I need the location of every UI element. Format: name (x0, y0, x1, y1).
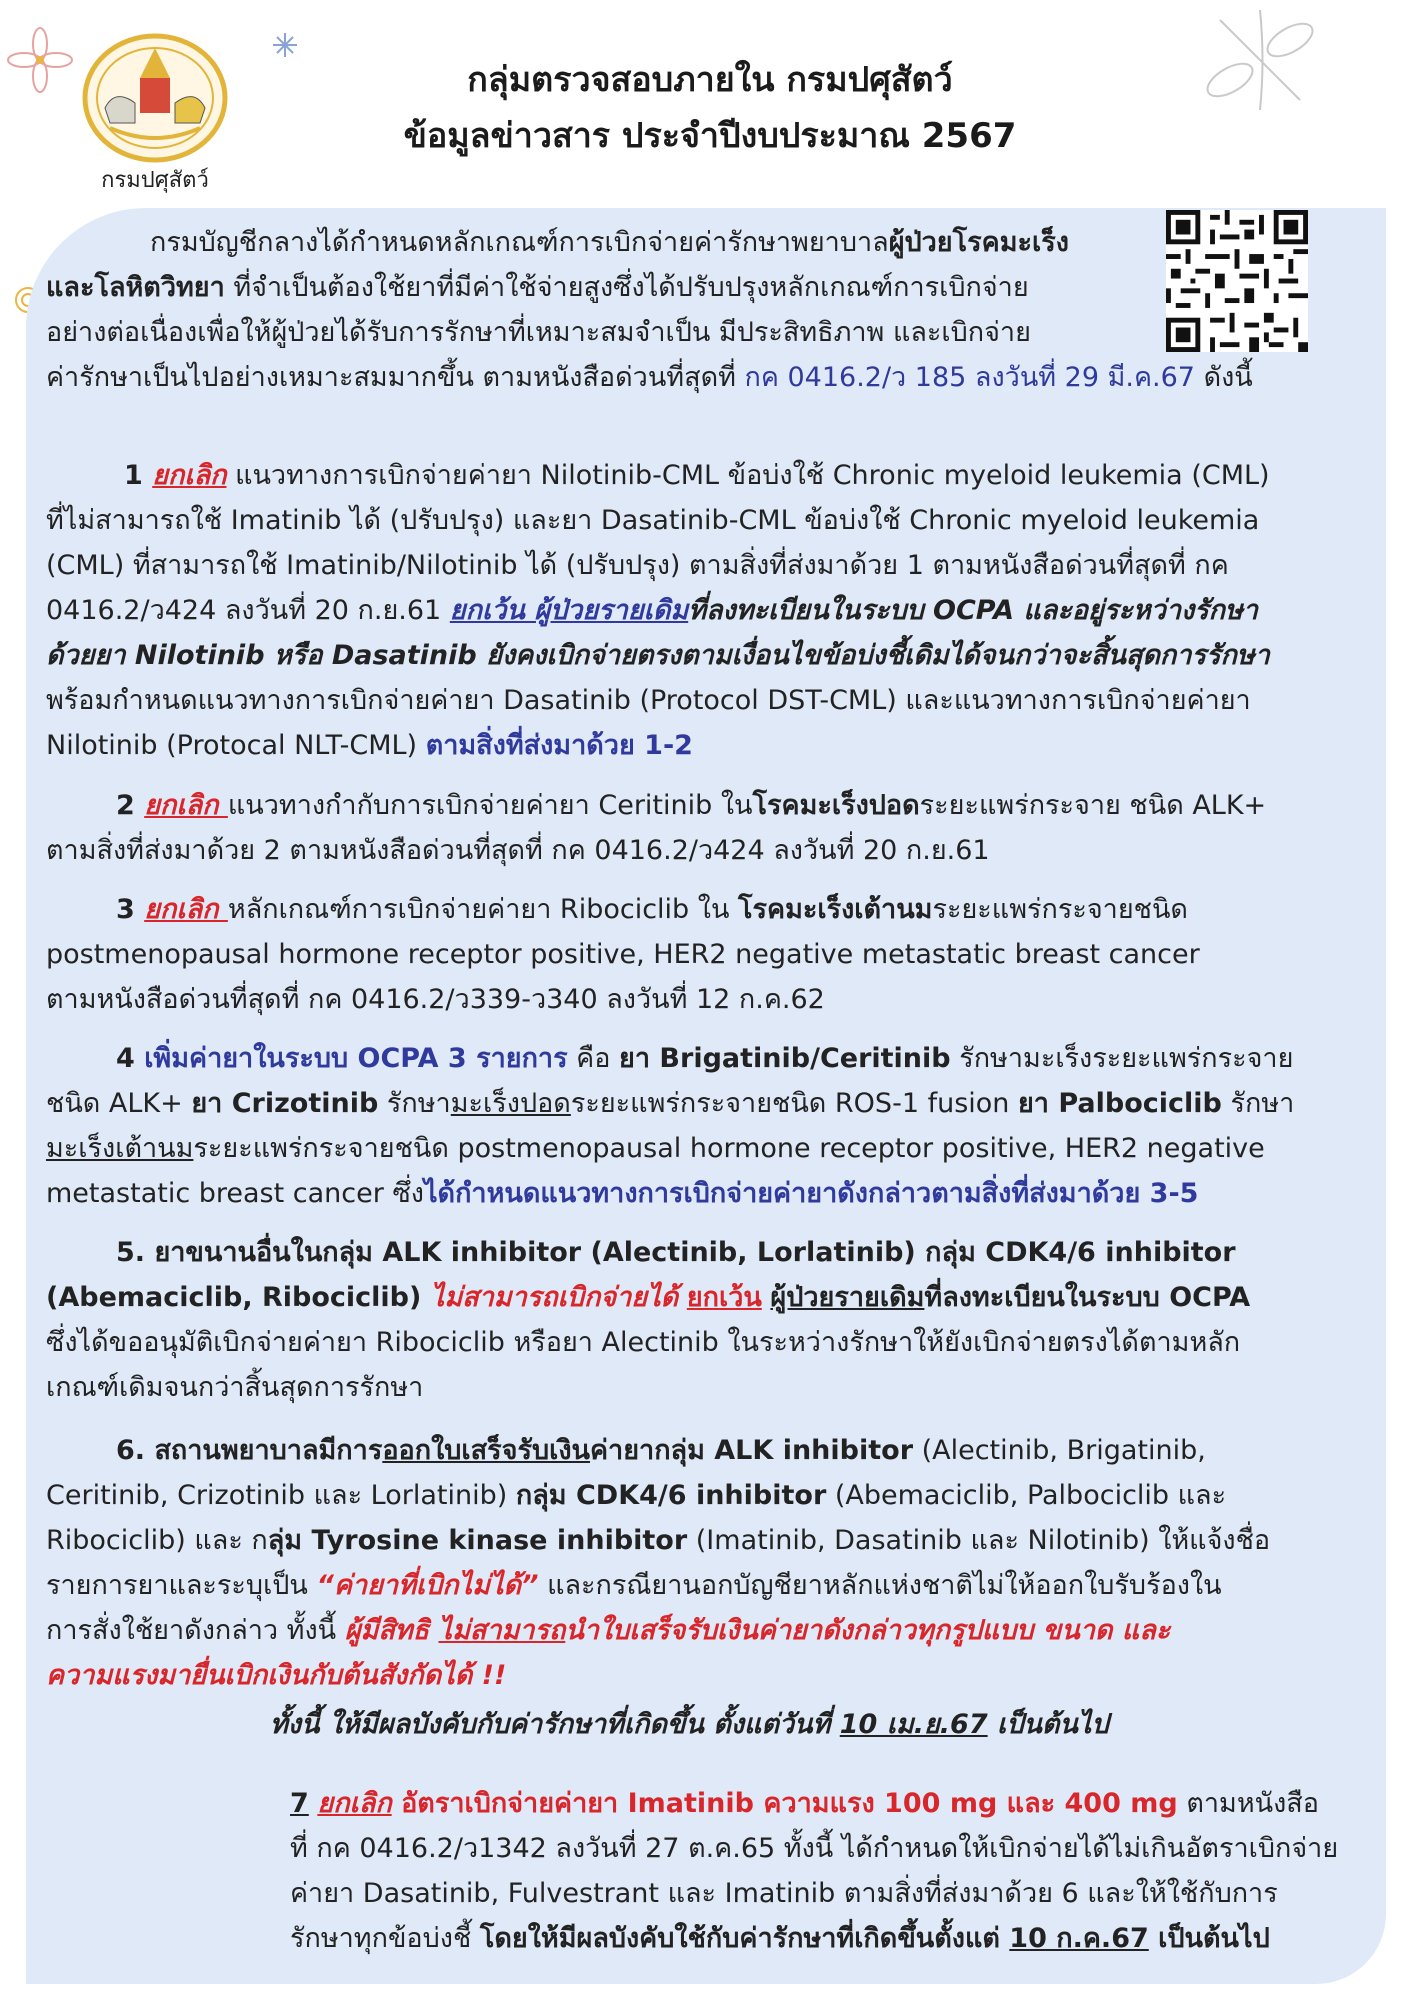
intro-text-3: อย่างต่อเนื่องเพื่อให้ผู้ป่วยได้รับการรักษาที่เหมาะสมจำเป็น มีประสิทธิภาพ และเบิกจ่าย (46, 317, 1031, 348)
item-4-text: คือ (567, 1043, 620, 1074)
item-4-text-3: ระยะแพร่กระจายชนิด postmenopausal hormone receptor positive, HER2 negative (193, 1133, 1265, 1164)
item-6-text-4: รายการยาและระบุเป็น (46, 1570, 317, 1601)
item-6-text-6: ความแรงมายื่นเบิกเงินกับต้นสังกัดได้ !! (46, 1660, 507, 1691)
effective-date-value: 10 เม.ย.67 (839, 1709, 988, 1740)
item-7-text-3: ค่ายา Dasatinib, Fulvestrant และ Imatinib ตามสิ่งที่ส่งมาด้วย 6 และให้ใช้กับการ (290, 1878, 1278, 1909)
item-1 (46, 453, 1270, 768)
item-6-group-1: ค่ายากลุ่ม ALK inhibitor (589, 1435, 914, 1466)
item-4-text-2c: รักษา (378, 1088, 451, 1119)
item-6-text-1d: (Alectinib, Brigatinib, (913, 1435, 1206, 1466)
item-1-text-6: พร้อมกำหนดแนวทางการเบิกจ่ายค่ายา Dasatinib (Protocol DST-CML) และแนวทางการเบิกจ่ายค่ายา (46, 685, 1251, 716)
intro-text: กรมบัญชีกลางได้กำหนดหลักเกณฑ์การเบิกจ่ายค่ารักษาพยาบาล (150, 227, 889, 258)
item-1-text: แนวทางการเบิกจ่ายค่ายา Nilotinib-CML ข้อบ่งใช้ Chronic myeloid leukemia (CML) (226, 460, 1270, 491)
item-5-text: 5. ยาขนานอื่นในกลุ่ม ALK inhibitor (Alectinib, Lorlatinib) กลุ่ม CDK4/6 inhibitor (116, 1237, 1236, 1268)
item-6-text-4c: และกรณียานอกบัญชียาหลักแห่งชาติไม่ให้ออกใบรับร้องใน (538, 1570, 1222, 1601)
item-3-text-3: ตามหนังสือด่วนที่สุดที่ กค 0416.2/ว339-ว340 ลงวันที่ 12 ก.ค.62 (46, 984, 825, 1015)
item-4-drug-1: ยา Brigatinib/Ceritinib (619, 1043, 951, 1074)
item-7-number: 7 (290, 1788, 309, 1819)
item-3-text: หลักเกณฑ์การเบิกจ่ายค่ายา Ribociclib ใน (227, 894, 738, 925)
intro-highlight: ผู้ป่วยโรคมะเร็ง (888, 227, 1069, 258)
item-7-text: ตามหนังสือ (1177, 1788, 1319, 1819)
item-6-text-2c: (Abemaciclib, Palbociclib และ (826, 1480, 1227, 1511)
item-3-cancel-label: ยกเลิก (144, 894, 228, 925)
item-3-text-2: postmenopausal hormone receptor positive, HER2 negative metastatic breast cancer (46, 939, 1200, 970)
item-5-text-3: ซึ่งได้ขออนุมัติเบิกจ่ายค่ายา Ribociclib หรือยา Alectinib ในระหว่างรักษาให้ยังเบิกจ่ายตรงได้ตามหลัก (46, 1327, 1241, 1358)
item-4 (46, 1036, 1294, 1216)
intro-ref: กค 0416.2/ว 185 ลงวันที่ 29 มี.ค.67 (744, 362, 1195, 393)
item-1-exception: ยกเว้น ผู้ป่วยรายเดิม (449, 595, 689, 626)
item-4-drug-3: ยา Palbociclib (1017, 1088, 1222, 1119)
item-2-text-2: ตามสิ่งที่ส่งมาด้วย 2 ตามหนังสือด่วนที่สุดที่ กค 0416.2/ว424 ลงวันที่ 20 ก.ย.61 (46, 835, 990, 866)
item-4-lung-cancer: มะเร็งปอด (450, 1088, 571, 1119)
item-7-text-2: ที่ กค 0416.2/ว1342 ลงวันที่ 27 ต.ค.65 ทั้งนี้ ได้กำหนดให้เบิกจ่ายได้ไม่เกินอัตราเบิกจ่าย (290, 1833, 1339, 1864)
item-2 (46, 783, 1266, 873)
item-3-text-end: ระยะแพร่กระจายชนิด (932, 894, 1188, 925)
item-7-text-4: รักษาทุกข้อบ่งชี้ (290, 1923, 480, 1954)
item-7-effective: โดยให้มีผลบังคับใช้กับค่ารักษาที่เกิดขึ้นตั้งแต่ (479, 1923, 1010, 1954)
item-4-text-4: metastatic breast cancer ซึ่ง (46, 1178, 424, 1209)
effective-text-end: เป็นต้นไป (987, 1709, 1109, 1740)
item-3-number: 3 (116, 894, 145, 925)
item-5-text-2e: ที่ลงทะเบียนในระบบ OCPA (924, 1282, 1251, 1313)
item-6-text-5: การสั่งใช้ยาดังกล่าว ทั้งนี้ (46, 1615, 345, 1646)
item-1-text-7: Nilotinib (Protocal NLT-CML) (46, 730, 426, 761)
item-1-text-2: ที่ไม่สามารถใช้ Imatinib ได้ (ปรับปรุง) และยา Dasatinib-CML ข้อบ่งใช้ Chronic myeloid leukemia (46, 505, 1260, 536)
effective-text: ทั้งนี้ ให้มีผลบังคับกับค่ารักษาที่เกิดขึ้น ตั้งแต่วันที่ (270, 1709, 840, 1740)
item-6 (46, 1428, 1270, 1698)
item-1-text-3: (CML) ที่สามารถใช้ Imatinib/Nilotinib ได้ (ปรับปรุง) ตามสิ่งที่ส่งมาด้วย 1 ตามหนังสือด่วนที่สุดที่ กค (46, 550, 1229, 581)
item-6-text-3: Ribociclib) และ ก (46, 1525, 268, 1556)
item-7 (290, 1781, 1338, 1961)
item-4-add-label: เพิ่มค่ายาในระบบ OCPA 3 รายการ (144, 1043, 568, 1074)
logo-caption: กรมปศุสัตว์ (101, 168, 209, 193)
item-6-non-claimable: “ค่ายาที่เบิกไม่ได้” (316, 1570, 539, 1601)
item-6-text: 6. สถานพยาบาลมีการ (116, 1435, 383, 1466)
item-4-attachment: ได้กำหนดแนวทางการเบิกจ่ายค่ายาดังกล่าวตามสิ่งที่ส่งมาด้วย 3-5 (423, 1178, 1199, 1209)
item-1-attachment: ตามสิ่งที่ส่งมาด้วย 1-2 (425, 730, 693, 761)
item-6-eligible: ผู้มีสิทธิ (344, 1615, 439, 1646)
item-6-text-2: Ceritinib, Crizotinib และ Lorlatinib) (46, 1480, 516, 1511)
item-4-text-2g: รักษา (1221, 1088, 1295, 1119)
item-1-number: 1 (124, 460, 153, 491)
intro-highlight-2: และโลหิตวิทยา (46, 272, 225, 303)
item-2-text: แนวทางกำกับการเบิกจ่ายค่ายา Ceritinib ใน (227, 790, 753, 821)
item-1-exception-text: ที่ลงทะเบียนในระบบ OCPA และอยู่ระหว่างรักษา (688, 595, 1258, 626)
item-2-text-end: ระยะแพร่กระจาย ชนิด ALK+ (919, 790, 1267, 821)
item-7-rate: อัตราเบิกจ่ายค่ายา Imatinib ความแรง 100 mg และ 400 mg (391, 1788, 1178, 1819)
item-4-text-1c: รักษามะเร็งระยะแพร่กระจาย (950, 1043, 1294, 1074)
item-3 (46, 887, 1200, 1022)
item-5-text-2: (Abemaciclib, Ribociclib) (46, 1282, 431, 1313)
item-2-number: 2 (116, 790, 145, 821)
item-6-receipt: ออกใบเสร็จรับเงิน (382, 1435, 590, 1466)
effective-date (270, 1702, 1109, 1747)
item-1-cancel-label: ยกเลิก (152, 460, 227, 491)
item-5 (46, 1230, 1250, 1410)
intro-text-4-end: ดังนี้ (1194, 362, 1253, 393)
item-2-cancel-label: ยกเลิก (144, 790, 228, 821)
item-4-text-2: ชนิด ALK+ (46, 1088, 192, 1119)
item-6-text-5d: นำใบเสร็จรับเงินค่ายาดังกล่าวทุกรูปแบบ ขนาด และ (565, 1615, 1171, 1646)
item-7-date: 10 ก.ค.67 (1009, 1923, 1149, 1954)
item-6-group-3: ลุ่ม Tyrosine kinase inhibitor (267, 1525, 688, 1556)
item-1-text-4: 0416.2/ว424 ลงวันที่ 20 ก.ย.61 (46, 595, 450, 626)
item-5-exception: ยกเว้น (686, 1282, 762, 1313)
item-6-cannot: ไม่สามารถ (438, 1615, 566, 1646)
item-2-highlight: โรคมะเร็งปอด (752, 790, 920, 821)
title-line-1: กลุ่มตรวจสอบภายใน กรมปศุสัตว์ (467, 60, 953, 100)
item-5-patient: ผู้ป่วยรายเดิม (770, 1282, 925, 1313)
item-1-exception-text-2: ด้วยยา Nilotinib หรือ Dasatinib ยังคงเบิกจ่ายตรงตามเงื่อนไขข้อบ่งชี้เดิมได้จนกว่าจะสิ้นสุดการรักษา (46, 640, 1270, 671)
item-6-group-2: กลุ่ม CDK4/6 inhibitor (515, 1480, 827, 1511)
intro-text-2: ที่จำเป็นต้องใช้ยาที่มีค่าใช้จ่ายสูงซึ่งได้ปรับปรุงหลักเกณฑ์การเบิกจ่าย (224, 272, 1029, 303)
item-3-highlight: โรคมะเร็งเต้านม (738, 894, 933, 925)
title-line-2: ข้อมูลข่าวสาร ประจำปีงบประมาณ 2567 (403, 116, 1017, 156)
item-5-not-claimable: ไม่สามารถเบิกจ่ายได้ (430, 1282, 679, 1313)
item-5-text-4: เกณฑ์เดิมจนกว่าสิ้นสุดการรักษา (46, 1372, 424, 1403)
item-4-drug-2: ยา Crizotinib (191, 1088, 379, 1119)
item-7-cancel-label: ยกเลิก (317, 1788, 392, 1819)
item-4-breast-cancer: มะเร็งเต้านม (46, 1133, 194, 1164)
intro-text-4: ค่ารักษาเป็นไปอย่างเหมาะสมมากขึ้น ตามหนังสือด่วนที่สุดที่ (46, 362, 745, 393)
item-6-text-3c: (Imatinib, Dasatinib และ Nilotinib) ให้แจ้งชื่อ (687, 1525, 1271, 1556)
item-4-number: 4 (116, 1043, 145, 1074)
item-7-end: เป็นต้นไป (1148, 1923, 1270, 1954)
intro-paragraph (46, 220, 1253, 400)
item-4-text-2e: ระยะแพร่กระจายชนิด ROS-1 fusion (570, 1088, 1018, 1119)
